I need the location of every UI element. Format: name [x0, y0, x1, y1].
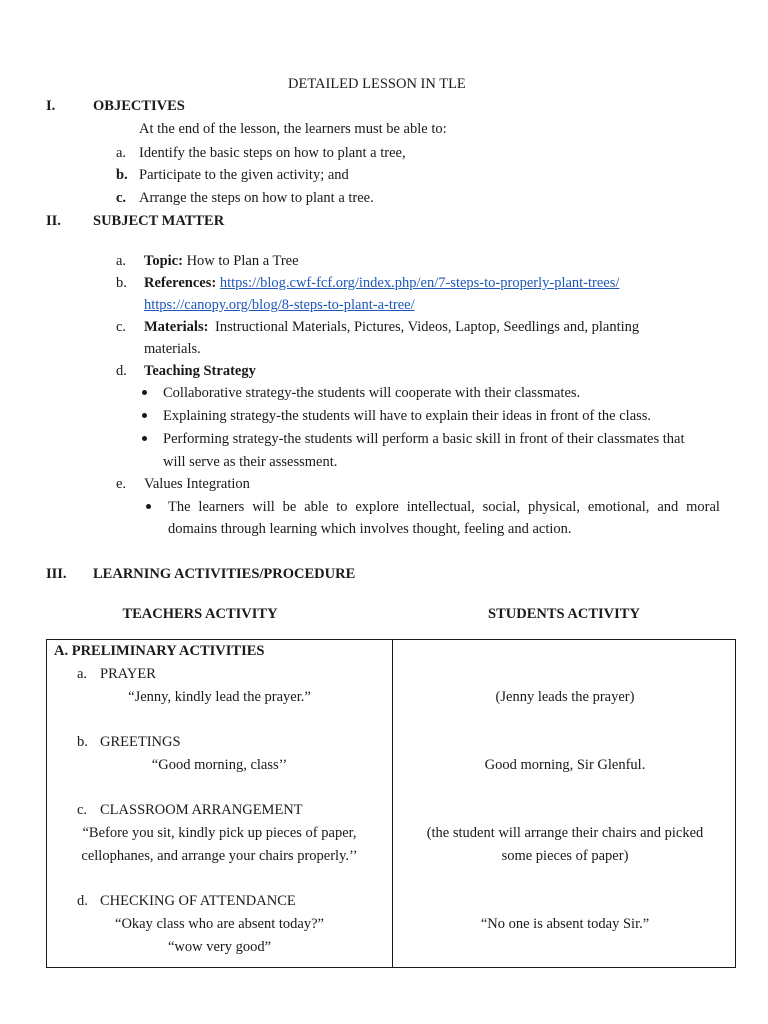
values-word: be: [282, 499, 297, 515]
values-word: The: [168, 499, 191, 515]
values-word: will: [252, 499, 275, 515]
objectives-numeral: I.: [46, 98, 56, 114]
values-word: intellectual,: [406, 499, 475, 515]
activity-name: GREETINGS: [100, 734, 181, 750]
teaching-strategy-marker: d.: [116, 363, 127, 379]
values-word: explore: [355, 499, 399, 515]
values-word: to: [336, 499, 348, 515]
values-label: Values Integration: [144, 476, 250, 492]
activity-marker: d.: [77, 893, 88, 909]
references-label: References:: [144, 275, 217, 291]
objective-marker: c.: [116, 190, 127, 206]
strategy-bullet: Explaining strategy-the students will have to explain their ideas in front of the class.: [163, 408, 652, 424]
reference-link-2[interactable]: https://canopy.org/blog/8-steps-to-plant-a-tree/: [144, 297, 415, 313]
references-line: [144, 276, 619, 291]
topic-marker: a.: [116, 253, 127, 269]
values-word: learners: [198, 499, 245, 515]
values-word: emotional,: [587, 499, 650, 515]
values-text-line: [168, 500, 720, 515]
values-marker: e.: [116, 476, 127, 492]
teachers-activity-header: TEACHERS ACTIVITY: [122, 606, 278, 622]
bullet-icon: [146, 504, 151, 509]
values-text-continued: domains through learning which involves thought, feeling and action.: [168, 521, 572, 537]
teacher-line: “Okay class who are absent today?”: [115, 916, 324, 932]
materials-line: [144, 320, 639, 335]
strategy-bullet: Performing strategy-the students will perform a basic skill in front of their classmates that: [163, 431, 685, 447]
subject-matter-heading: SUBJECT MATTER: [93, 213, 225, 229]
student-line: some pieces of paper): [501, 848, 629, 864]
objective-marker: a.: [116, 145, 127, 161]
materials-marker: c.: [116, 319, 127, 335]
activity-name: CLASSROOM ARRANGEMENT: [100, 802, 303, 818]
teacher-line: “Jenny, kindly lead the prayer.”: [128, 689, 311, 705]
learning-activities-heading: LEARNING ACTIVITIES/PROCEDURE: [93, 566, 356, 582]
values-word: social,: [482, 499, 521, 515]
reference-link-1[interactable]: https://blog.cwf-fcf.org/index.php/en/7-steps-to-properly-plant-trees/: [219, 275, 620, 291]
objectives-heading: OBJECTIVES: [93, 98, 185, 114]
topic-value: How to Plan a Tree: [186, 253, 299, 269]
preliminary-activities-title: A. PRELIMINARY ACTIVITIES: [54, 643, 265, 659]
bullet-icon: [142, 436, 147, 441]
objective-marker: b.: [116, 167, 128, 183]
student-line: “No one is absent today Sir.”: [480, 916, 650, 932]
topic-label: Topic:: [144, 253, 183, 269]
document-title: DETAILED LESSON IN TLE: [288, 76, 466, 92]
materials-text-continued: materials.: [144, 341, 201, 357]
values-word: able: [304, 499, 329, 515]
student-line: (Jenny leads the prayer): [495, 689, 635, 705]
teacher-line: “Before you sit, kindly pick up pieces of paper,: [82, 825, 357, 841]
objective-item: Identify the basic steps on how to plant a tree,: [139, 145, 406, 161]
teacher-line: “Good morning, class’’: [151, 757, 288, 773]
strategy-bullet: Collaborative strategy-the students will cooperate with their classmates.: [163, 385, 581, 401]
bullet-icon: [142, 390, 147, 395]
activity-marker: b.: [77, 734, 88, 750]
values-word: moral: [686, 499, 720, 515]
learning-activities-numeral: III.: [46, 566, 67, 582]
values-word: and: [657, 499, 679, 515]
objectives-intro: At the end of the lesson, the learners must be able to:: [139, 121, 447, 137]
references-marker: b.: [116, 275, 127, 291]
student-line: Good morning, Sir Glenful.: [484, 757, 646, 773]
activity-name: PRAYER: [100, 666, 156, 682]
students-activity-header: STUDENTS ACTIVITY: [488, 606, 640, 622]
values-word: physical,: [527, 499, 580, 515]
activity-marker: c.: [77, 802, 88, 818]
strategy-bullet-continued: will serve as their assessment.: [163, 454, 338, 470]
teacher-line: “wow very good”: [167, 939, 272, 955]
bullet-icon: [142, 413, 147, 418]
objective-item: Participate to the given activity; and: [139, 167, 349, 183]
topic-line: [144, 254, 299, 269]
teacher-line: cellophanes, and arrange your chairs properly.’’: [81, 848, 358, 864]
materials-label: Materials:: [144, 319, 209, 335]
objective-item: Arrange the steps on how to plant a tree.: [139, 190, 374, 206]
subject-matter-numeral: II.: [46, 213, 61, 229]
teaching-strategy-label: Teaching Strategy: [144, 363, 256, 379]
student-line: (the student will arrange their chairs and picked: [426, 825, 704, 841]
activities-table: [46, 639, 736, 968]
materials-text: Instructional Materials, Pictures, Videos, Laptop, Seedlings and, planting: [215, 319, 640, 335]
activity-marker: a.: [77, 666, 88, 682]
activity-name: CHECKING OF ATTENDANCE: [100, 893, 296, 909]
